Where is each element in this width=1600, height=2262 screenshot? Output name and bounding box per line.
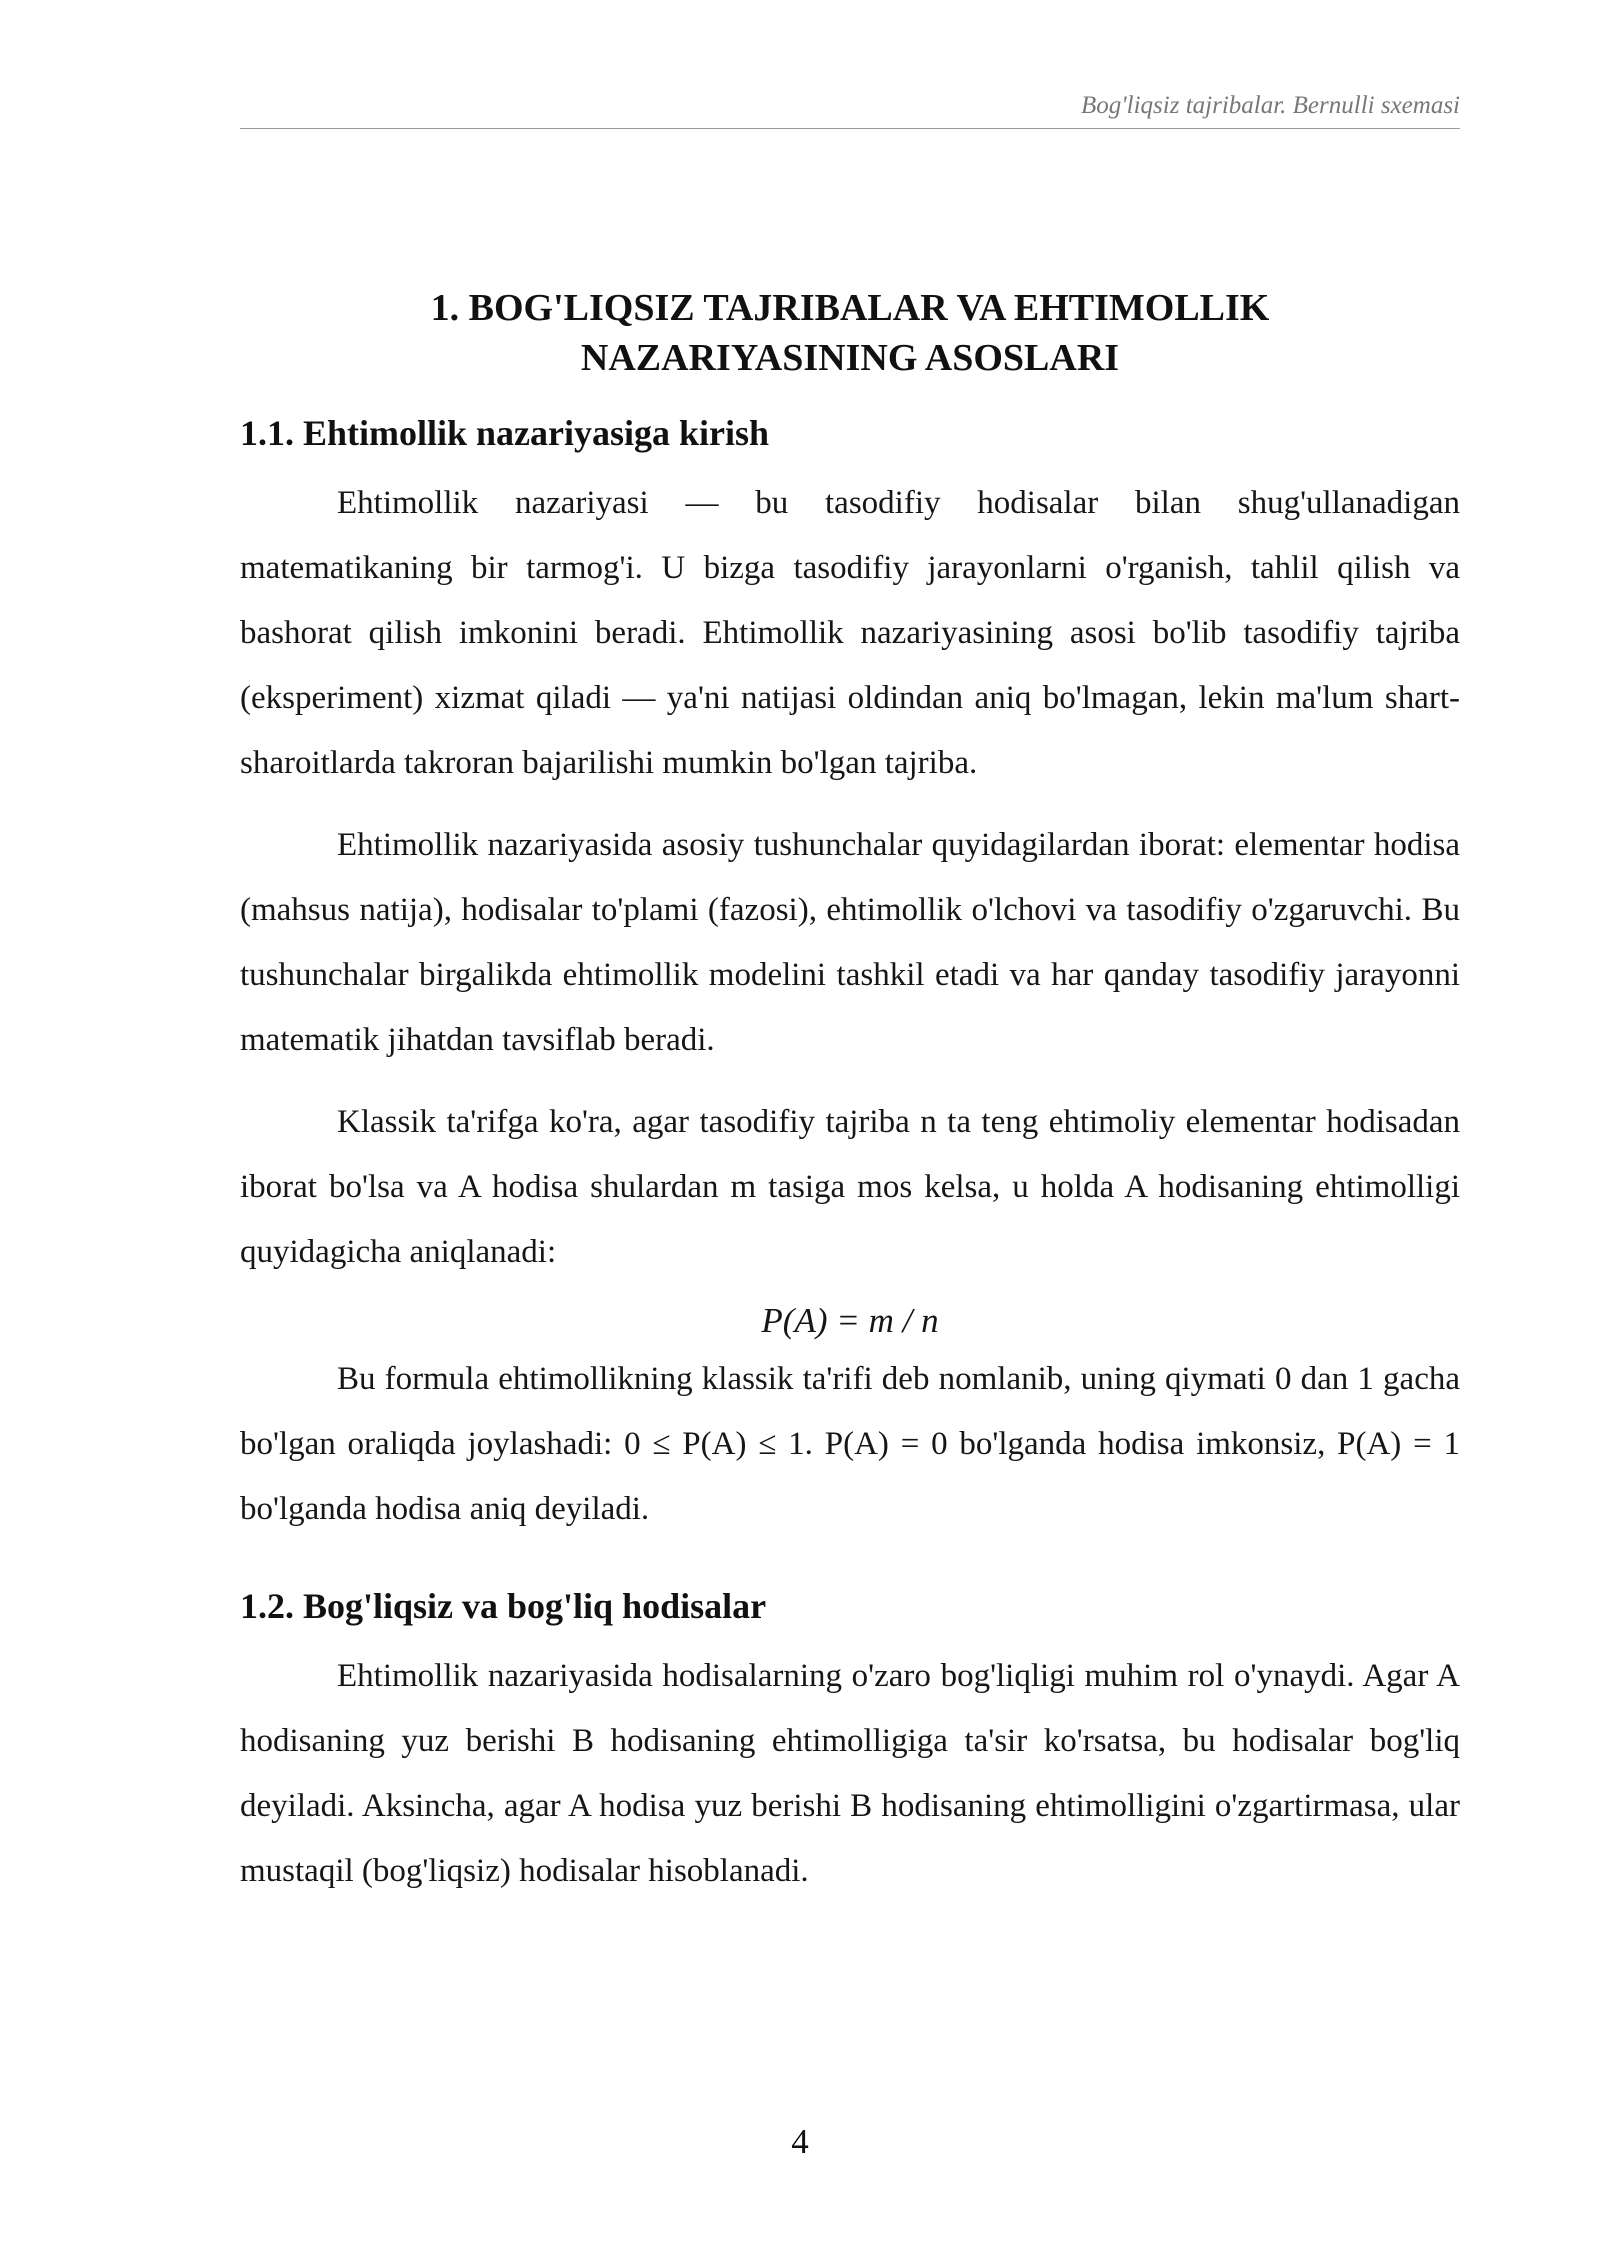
paragraph-dependent-events: Ehtimollik nazariyasida hodisalarning o'zaro bog'liqligi muhim rol o'ynaydi. Agar A hodisaning yuz berishi B hodisaning ehtimolligiga ta'sir ko'rsatsa, bu hodisalar bog'liq deyiladi. Aksincha, agar A hodisa yuz berishi B hodisaning ehtimolligini o'zgartirmasa, ular mustaqil (bog'liqsiz) hodisalar hisoblanadi. (240, 1658, 1460, 1889)
paragraph-formula-explanation: Bu formula ehtimollikning klassik ta'rifi deb nomlanib, uning qiymati 0 dan 1 gacha bo'lgan oraliqda joylashadi: 0 ≤ P(A) ≤ 1. P(A) = 0 bo'lganda hodisa imkonsiz, P(A) = 1 bo'lganda hodisa aniq deyiladi. (240, 1361, 1460, 1527)
page-content (240, 283, 1460, 1904)
section-heading-1-1: 1.1. Ehtimollik nazariyasiga kirish (240, 413, 770, 453)
chapter-title (240, 283, 1460, 383)
formula-classic-probability: P(A) = m / n (761, 1301, 939, 1340)
paragraph-intro: Ehtimollik nazariyasi — bu tasodifiy hodisalar bilan shug'ullanadigan matematikaning bir tarmog'i. U bizga tasodifiy jarayonlarni o'rganish, tahlil qilish va bashorat qilish imkonini beradi. Ehtimollik nazariyasining asosi bo'lib tasodifiy tajriba (eksperiment) xizmat qiladi — ya'ni natijasi oldindan aniq bo'lmagan, lekin ma'lum shart-sharoitlarda takroran bajarilishi mumkin bo'lgan tajriba. (240, 485, 1460, 781)
running-header: Bog'liqsiz tajribalar. Bernulli sxemasi (1081, 92, 1460, 119)
chapter-title-line1: 1. BOG'LIQSIZ TAJRIBALAR VA EHTIMOLLIK (430, 287, 1270, 329)
chapter-title-line2: NAZARIYASINING ASOSLARI (580, 337, 1120, 379)
paragraph-classic-definition: Klassik ta'rifga ko'ra, agar tasodifiy tajriba n ta teng ehtimoliy elementar hodisadan iborat bo'lsa va A hodisa shulardan m tasiga mos kelsa, u holda A hodisaning ehtimolligi quyidagicha aniqlanadi: (240, 1104, 1460, 1270)
section-heading-1-2: 1.2. Bog'liqsiz va bog'liq hodisalar (240, 1586, 767, 1626)
paragraph-basic-concepts: Ehtimollik nazariyasida asosiy tushunchalar quyidagilardan iborat: elementar hodisa (mahsus natija), hodisalar to'plami (fazosi), ehtimollik o'lchovi va tasodifiy o'zgaruvchi. Bu tushunchalar birgalikda ehtimollik modelini tashkil etadi va har qanday tasodifiy jarayonni matematik jihatdan tavsiflab beradi. (240, 827, 1460, 1058)
header-rule (240, 128, 1460, 129)
page-number: 4 (791, 2122, 809, 2161)
